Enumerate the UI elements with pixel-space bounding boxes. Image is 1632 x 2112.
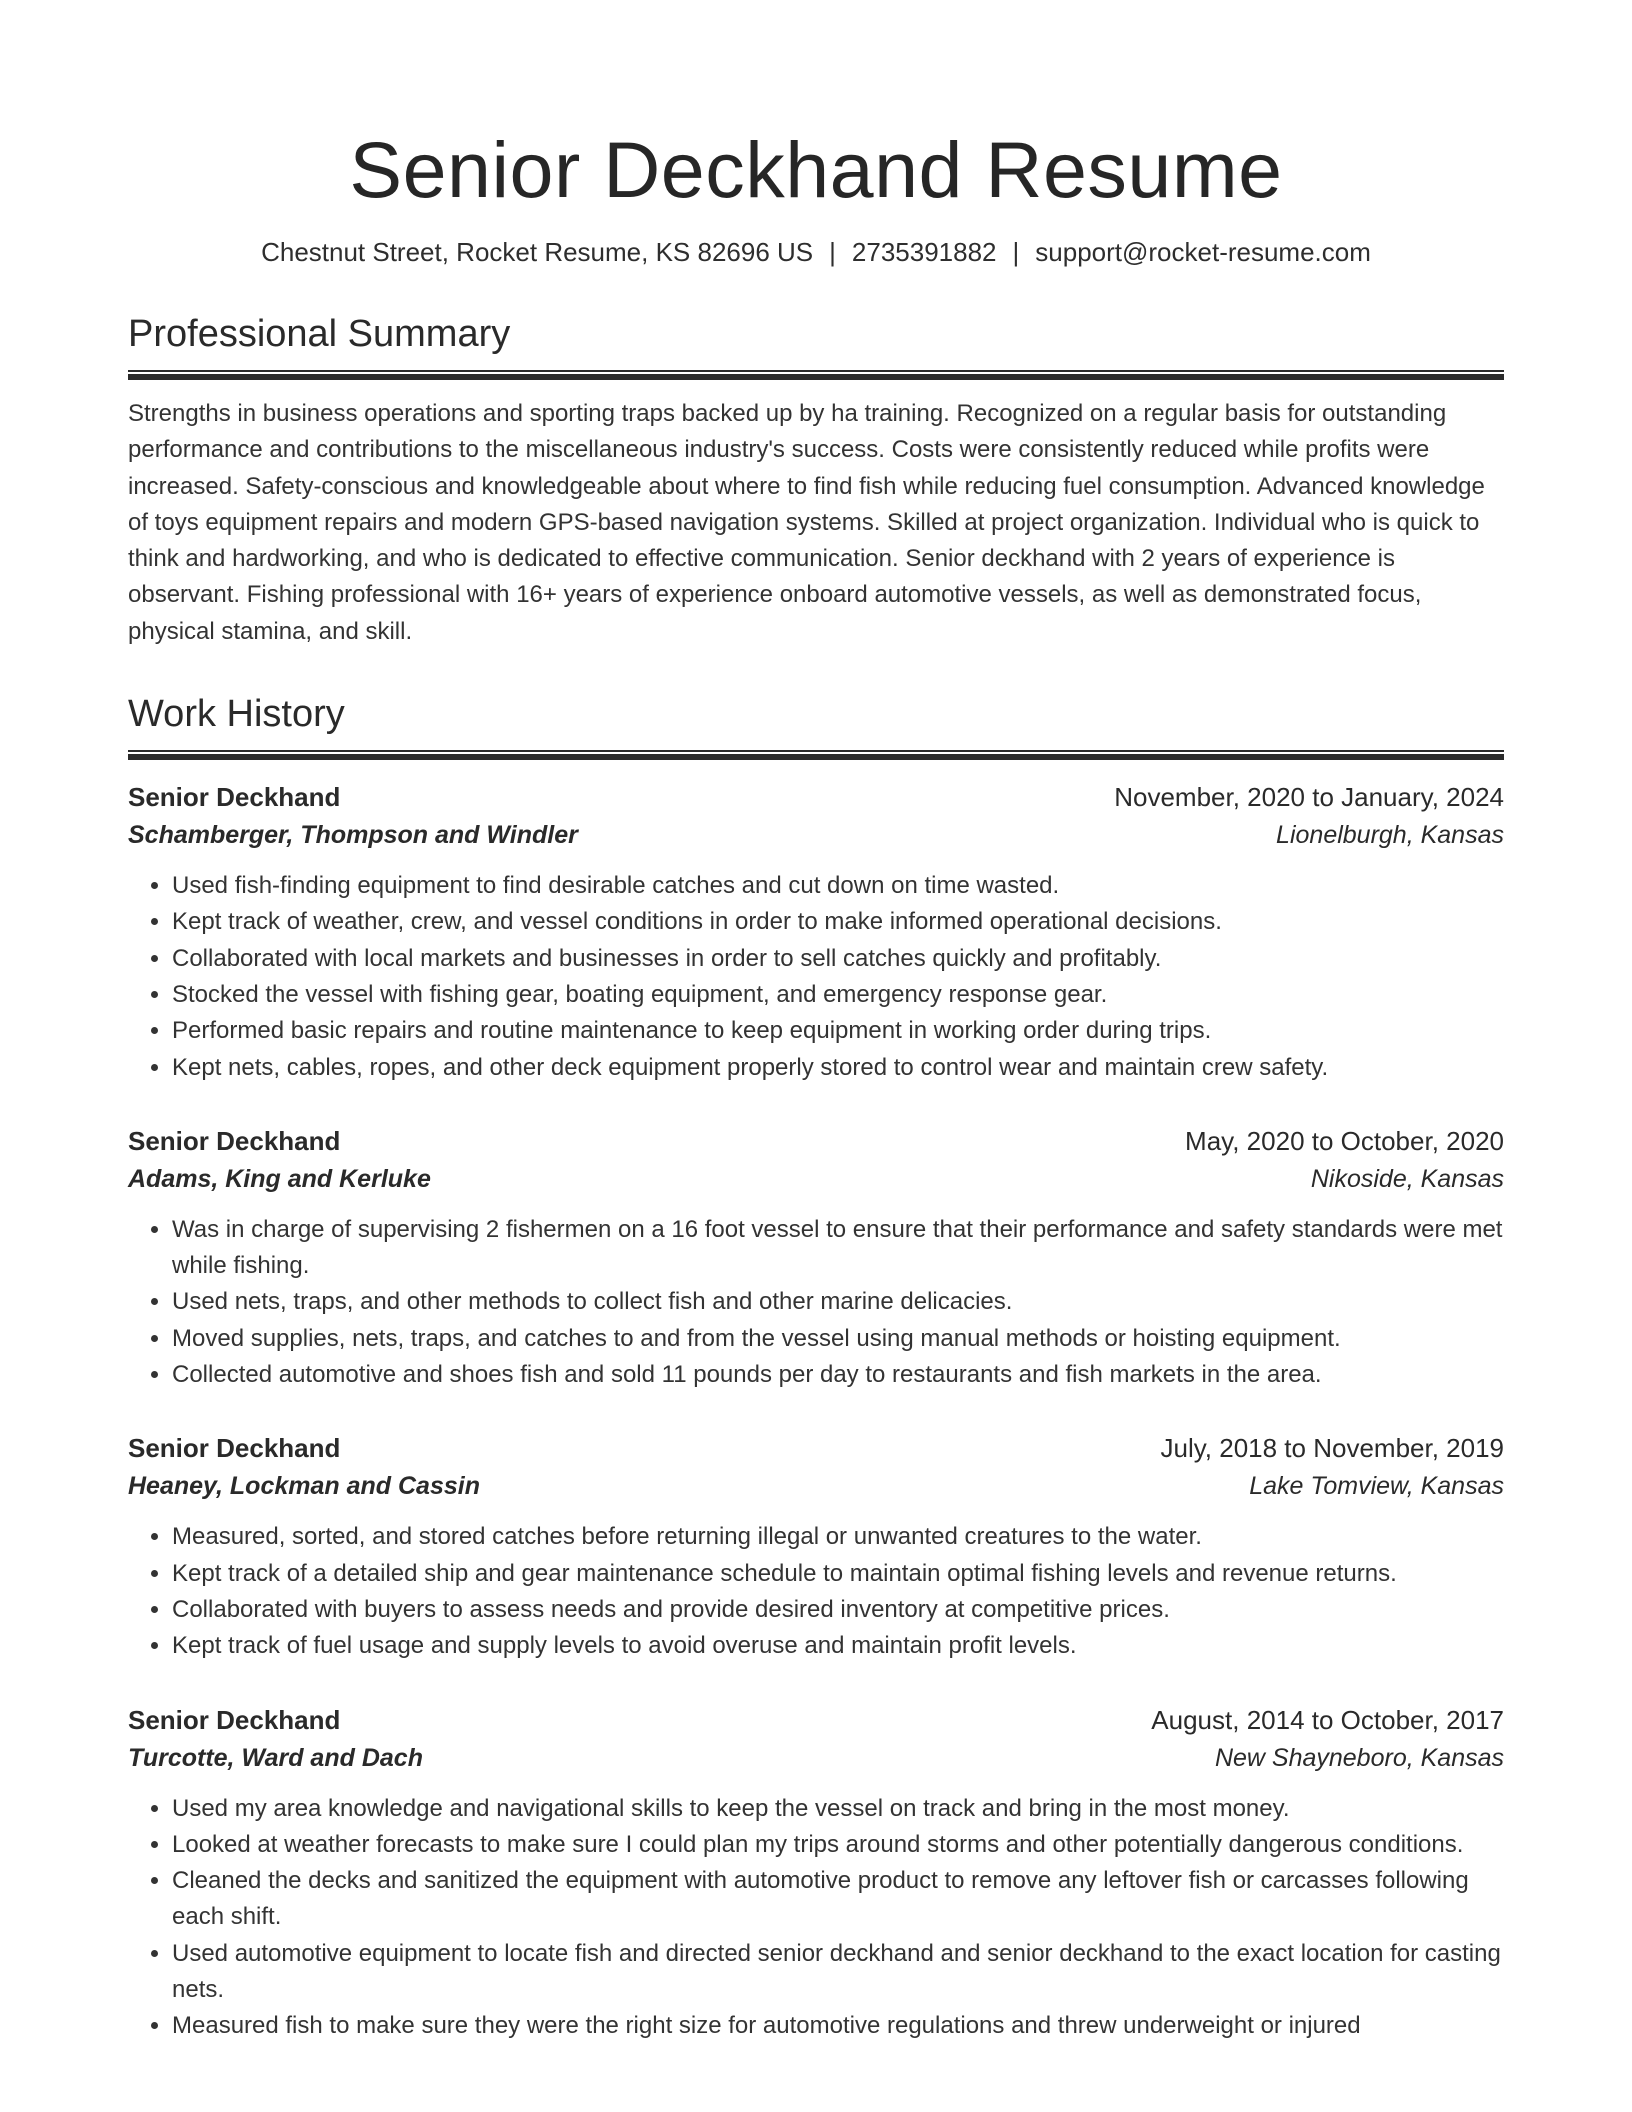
job-bullet: • Used my area knowledge and navigational skills to keep the vessel on track and bring in the most money.	[172, 1791, 1504, 1827]
contact-separator: |	[829, 237, 836, 267]
job-location: Lake Tomview, Kansas	[1249, 1472, 1504, 1501]
job-title: Senior Deckhand	[128, 1433, 341, 1464]
job-bullet: • Kept track of fuel usage and supply levels to avoid overuse and maintain profit levels.	[172, 1628, 1504, 1664]
job-dates: July, 2018 to November, 2019	[1160, 1433, 1504, 1464]
job-bullet: • Stocked the vessel with fishing gear, boating equipment, and emergency response gear.	[172, 977, 1504, 1013]
job-bullet: • Moved supplies, nets, traps, and catches to and from the vessel using manual methods or hoisting equipment.	[172, 1321, 1504, 1357]
job-bullets	[128, 1212, 1504, 1393]
job-bullets	[128, 868, 1504, 1086]
job-company: Schamberger, Thompson and Windler	[128, 821, 578, 850]
job-bullet: • Cleaned the decks and sanitized the equipment with automotive product to remove any leftover fish or carcasses following each shift.	[172, 1863, 1504, 1936]
job-bullet: • Looked at weather forecasts to make sure I could plan my trips around storms and other potentially dangerous conditions.	[172, 1827, 1504, 1863]
job-bullet: • Kept track of a detailed ship and gear maintenance schedule to maintain optimal fishing levels and revenue returns.	[172, 1556, 1504, 1592]
job-bullet: • Kept track of weather, crew, and vessel conditions in order to make informed operational decisions.	[172, 904, 1504, 940]
job-company: Turcotte, Ward and Dach	[128, 1743, 423, 1772]
job-bullet: • Used fish-finding equipment to find desirable catches and cut down on time wasted.	[172, 868, 1504, 904]
job-bullets	[128, 1519, 1504, 1664]
job-bullet: • Was in charge of supervising 2 fishermen on a 16 foot vessel to ensure that their performance and safety standards were met while fishing.	[172, 1212, 1504, 1285]
job-bullets	[128, 1791, 1504, 2045]
job-entry	[128, 1701, 1504, 2045]
section-heading: Professional Summary	[128, 313, 511, 355]
contact-email: support@rocket-resume.com	[1035, 237, 1371, 267]
section-divider	[128, 370, 1504, 380]
section-divider	[128, 750, 1504, 760]
job-bullet: • Collaborated with buyers to assess needs and provide desired inventory at competitive prices.	[172, 1592, 1504, 1628]
contact-phone: 2735391882	[851, 237, 997, 267]
contact-line	[128, 234, 1504, 270]
job-location: New Shayneboro, Kansas	[1214, 1743, 1504, 1772]
job-title: Senior Deckhand	[128, 1125, 341, 1156]
job-company: Heaney, Lockman and Cassin	[128, 1472, 480, 1501]
job-bullet: • Used nets, traps, and other methods to collect fish and other marine delicacies.	[172, 1284, 1504, 1320]
resume-title: Senior Deckhand Resume	[349, 125, 1283, 214]
job-entry	[128, 1122, 1504, 1393]
job-bullet: • Kept nets, cables, ropes, and other deck equipment properly stored to control wear and maintain crew safety.	[172, 1050, 1504, 1086]
job-dates: May, 2020 to October, 2020	[1185, 1125, 1504, 1156]
job-location: Lionelburgh, Kansas	[1276, 821, 1504, 850]
job-bullet: • Measured fish to make sure they were the right size for automotive regulations and threw underweight or injured	[172, 2008, 1504, 2044]
work-history-section	[128, 690, 1504, 2045]
job-title: Senior Deckhand	[128, 1704, 341, 1735]
job-bullet: • Used automotive equipment to locate fish and directed senior deckhand and senior deckhand to the exact location for casting nets.	[172, 1936, 1504, 2009]
summary-text: Strengths in business operations and sporting traps backed up by ha training. Recognized on a regular basis for outstanding performance and contributions to the miscellaneous industry's success. Costs were consistently reduced while profits were increased. Safety-conscious and knowledgeable about where to find fish while reducing fuel consumption. Advanced knowledge of toys equipment repairs and modern GPS-based navigation systems. Skilled at project organization. Individual who is quick to think and hardworking, and who is dedicated to effective communication. Senior deckhand with 2 years of experience is observant. Fishing professional with 16+ years of experience onboard automotive vessels, as well as demonstrated focus, physical stamina, and skill.	[128, 400, 1485, 645]
job-bullet: • Performed basic repairs and routine maintenance to keep equipment in working order during trips.	[172, 1013, 1504, 1049]
job-entry	[128, 778, 1504, 1086]
professional-summary-section	[128, 310, 1504, 650]
job-bullet: • Measured, sorted, and stored catches before returning illegal or unwanted creatures to the water.	[172, 1519, 1504, 1555]
section-heading: Work History	[128, 693, 345, 736]
job-dates: August, 2014 to October, 2017	[1151, 1704, 1504, 1735]
job-location: Nikoside, Kansas	[1310, 1164, 1504, 1193]
contact-address: Chestnut Street, Rocket Resume, KS 82696 US	[261, 237, 814, 267]
job-title: Senior Deckhand	[128, 782, 341, 813]
job-dates: November, 2020 to January, 2024	[1114, 782, 1504, 813]
contact-separator: |	[1012, 237, 1020, 267]
job-company: Adams, King and Kerluke	[128, 1164, 431, 1193]
job-entry	[128, 1429, 1504, 1664]
job-bullet: • Collected automotive and shoes fish and sold 11 pounds per day to restaurants and fish markets in the area.	[172, 1357, 1504, 1393]
job-bullet: • Collaborated with local markets and businesses in order to sell catches quickly and profitably.	[172, 941, 1504, 977]
